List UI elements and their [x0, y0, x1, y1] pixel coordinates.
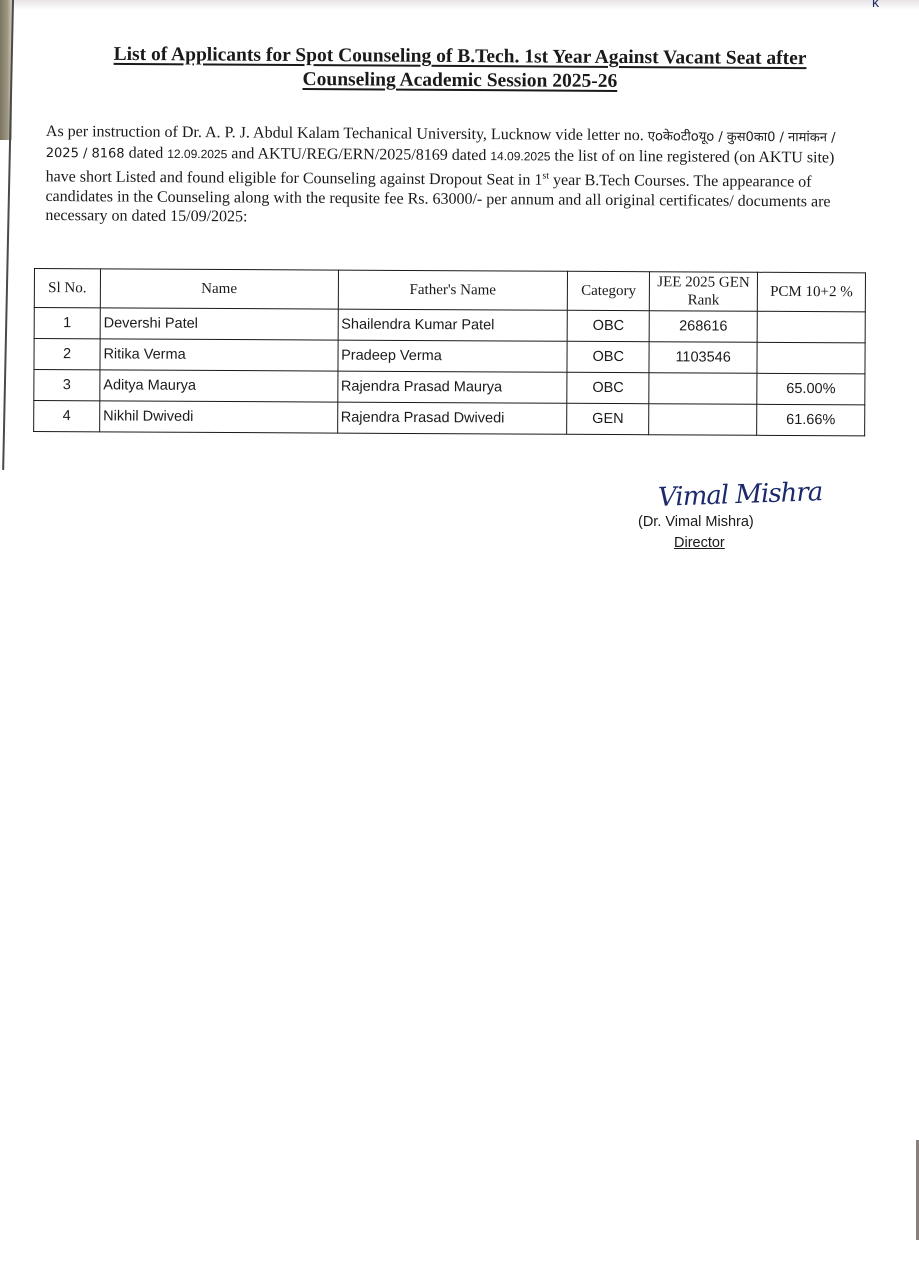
- table-row: [34, 308, 865, 343]
- cell-pcm: [757, 342, 865, 374]
- cell-name: Nikhil Dwivedi: [100, 401, 338, 433]
- signatory-designation: Director: [674, 535, 725, 551]
- cell-name: Devershi Patel: [100, 308, 338, 340]
- intro-text: As per instruction of Dr. A. P. J. Abdul Kalam Techanical University, Lucknow vide letter no.: [45, 122, 644, 145]
- cell-jee-rank: 1103546: [649, 342, 757, 374]
- cell-pcm: 61.66%: [757, 404, 865, 436]
- header-name: Name: [100, 269, 338, 309]
- cell-jee-rank: [649, 373, 757, 405]
- cell-name: Aditya Maurya: [100, 370, 338, 402]
- title-line-1: List of Applicants for Spot Counseling of B.Tech. 1st Year Against Vacant Seat after: [113, 43, 807, 70]
- hindi-letter-number: कुस0का0 / नामांकन / 2025 / 8168: [45, 129, 836, 162]
- cell-sl: 4: [34, 401, 100, 432]
- header-pcm: PCM 10+2 %: [757, 272, 865, 312]
- table-row: [34, 339, 865, 374]
- cell-pcm: [757, 311, 865, 343]
- cell-category: OBC: [567, 310, 649, 341]
- applicants-table: [33, 268, 866, 436]
- header-category: Category: [568, 271, 650, 310]
- intro-text: dated: [128, 144, 164, 162]
- cell-category: OBC: [567, 341, 649, 372]
- cell-sl: 1: [34, 308, 100, 339]
- intro-text: the list of on line registered (on AKTU site) have short Listed and found eligible for Counseling against Dropout Seat in 1: [45, 147, 835, 189]
- signatory-name: (Dr. Vimal Mishra): [638, 514, 754, 530]
- header-father-name: Father's Name: [338, 270, 568, 310]
- intro-text: and AKTU/REG/ERN/2025/8169 dated: [231, 144, 487, 164]
- letter-date-1: 12.09.2025: [167, 146, 228, 161]
- cell-father: Rajendra Prasad Dwivedi: [337, 402, 567, 434]
- handwritten-signature: Vimal Mishra: [657, 477, 823, 513]
- cell-father: Pradeep Verma: [338, 340, 568, 372]
- scan-top-edge: [0, 0, 919, 10]
- scan-mark: ĸ: [872, 0, 879, 10]
- title-line-2: Counseling Academic Session 2025-26: [302, 69, 618, 92]
- cell-jee-rank: 268616: [649, 311, 757, 343]
- cell-category: OBC: [567, 372, 649, 403]
- intro-paragraph: [45, 122, 846, 231]
- cell-pcm: 65.00%: [757, 373, 865, 405]
- cell-father: Shailendra Kumar Patel: [338, 309, 568, 341]
- table-row: [34, 370, 865, 405]
- hindi-letter-ref: एoकेoटीoयूo /: [647, 129, 723, 145]
- cell-sl: 3: [34, 370, 100, 401]
- ordinal-suffix: st: [542, 170, 550, 182]
- cell-sl: 2: [34, 339, 100, 370]
- cell-jee-rank: [649, 404, 757, 436]
- table-header-row: [34, 269, 865, 312]
- cell-name: Ritika Verma: [100, 339, 338, 371]
- cell-category: GEN: [567, 403, 649, 434]
- header-jee-rank: JEE 2025 GEN Rank: [649, 272, 757, 312]
- cell-father: Rajendra Prasad Maurya: [337, 371, 567, 403]
- document-title: [60, 43, 860, 96]
- header-sl-no: Sl No.: [34, 269, 100, 308]
- letter-date-2: 14.09.2025: [490, 148, 551, 164]
- intro-text: year B.Tech Courses. The appearance of candidates in the Counseling along with the requsite fee Rs. 63000/- per annum and all original certificates/ documents are necessary on dated 15/09/2025:: [45, 171, 831, 226]
- table-row: [34, 401, 865, 436]
